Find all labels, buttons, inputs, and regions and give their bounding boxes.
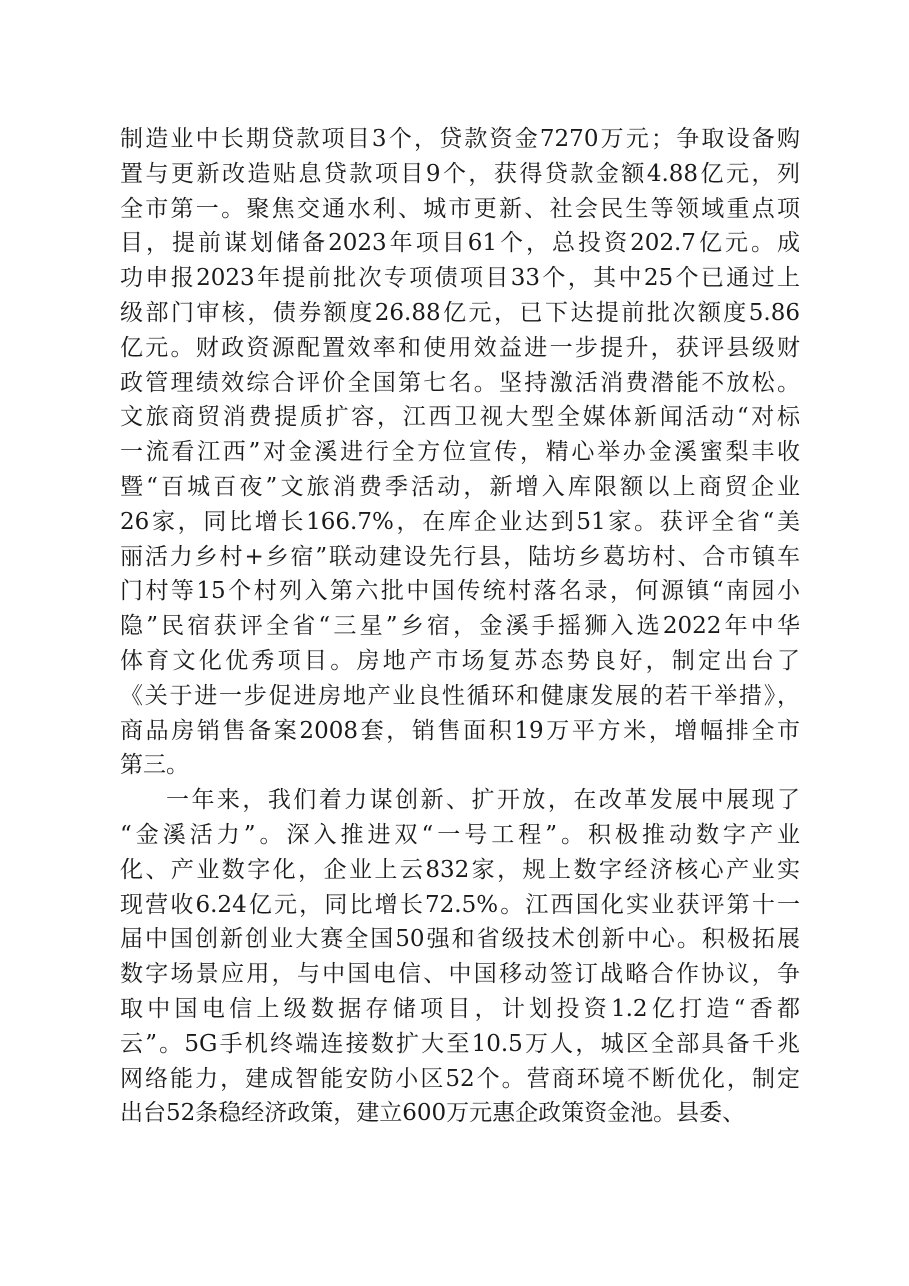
text-line: 第三。 (120, 752, 189, 779)
text-line: 出台52条稳经济政策，建立600万元惠企政策资金池。县委、 (120, 1100, 746, 1127)
text-line: 一年来，我们着力谋创新、扩开放，在改革发展中展现了 (166, 787, 800, 814)
text-line: 暨“百城百夜”文旅消费季活动，新增入库限额以上商贸企业 (120, 473, 800, 500)
paragraph (120, 122, 800, 783)
text-line: 丽活力乡村+乡宿”联动建设先行县，陆坊乡葛坊村、合市镇车 (120, 543, 800, 570)
text-line: 隐”民宿获评全省“三星”乡宿，金溪手摇狮入选2022年中华 (120, 613, 800, 640)
text-line: 政管理绩效综合评价全国第七名。坚持激活消费潜能不放松。 (120, 369, 800, 396)
text-line: 26家，同比增长166.7%，在库企业达到51家。获评全省“美 (120, 508, 800, 535)
text-line: 商品房销售备案2008套，销售面积19万平方米，增幅排全市 (120, 717, 800, 744)
text-line: 取中国电信上级数据存储项目，计划投资1.2亿打造“香都 (120, 995, 800, 1022)
text-line: 网络能力，建成智能安防小区52个。营商环境不断优化，制定 (120, 1065, 800, 1092)
text-line: 文旅商贸消费提质扩容，江西卫视大型全媒体新闻活动“对标 (120, 404, 800, 431)
text-line: 届中国创新创业大赛全国50强和省级技术创新中心。积极拓展 (120, 926, 800, 953)
text-line: 现营收6.24亿元，同比增长72.5%。江西国化实业获评第十一 (120, 891, 800, 918)
text-line: “金溪活力”。深入推进双“一号工程”。积极推动数字产业 (120, 821, 800, 848)
text-line: 置与更新改造贴息贷款项目9个，获得贷款金额4.88亿元，列 (120, 160, 800, 187)
text-line: 功申报2023年提前批次专项债项目33个，其中25个已通过上 (120, 265, 800, 292)
text-line: 亿元。财政资源配置效率和使用效益进一步提升，获评县级财 (120, 334, 800, 361)
text-line: 级部门审核，债券额度26.88亿元，已下达提前批次额度5.86 (120, 299, 800, 326)
text-line: 全市第一。聚焦交通水利、城市更新、社会民生等领域重点项 (120, 195, 800, 222)
text-line: 体育文化优秀项目。房地产市场复苏态势良好，制定出台了 (120, 647, 800, 674)
text-line: 制造业中长期贷款项目3个，贷款资金7270万元；争取设备购 (120, 126, 800, 152)
text-line: 目，提前谋划储备2023年项目61个，总投资202.7亿元。成 (120, 230, 800, 257)
text-line: 化、产业数字化，企业上云832家，规上数字经济核心产业实 (120, 856, 800, 883)
text-line: 数字场景应用，与中国电信、中国移动签订战略合作协议，争 (120, 961, 800, 988)
text-line: 一流看江西”对金溪进行全方位宣传，精心举办金溪蜜梨丰收 (120, 439, 800, 466)
text-line: 《关于进一步促进房地产业良性循环和健康发展的若干举措》， (120, 682, 800, 709)
text-line: 云”。5G手机终端连接数扩大至10.5万人，城区全部具备千兆 (120, 1030, 800, 1057)
text-line: 门村等15个村列入第六批中国传统村落名录，何源镇“南园小 (120, 578, 800, 605)
document-body (120, 122, 800, 1131)
paragraph (120, 783, 800, 1131)
